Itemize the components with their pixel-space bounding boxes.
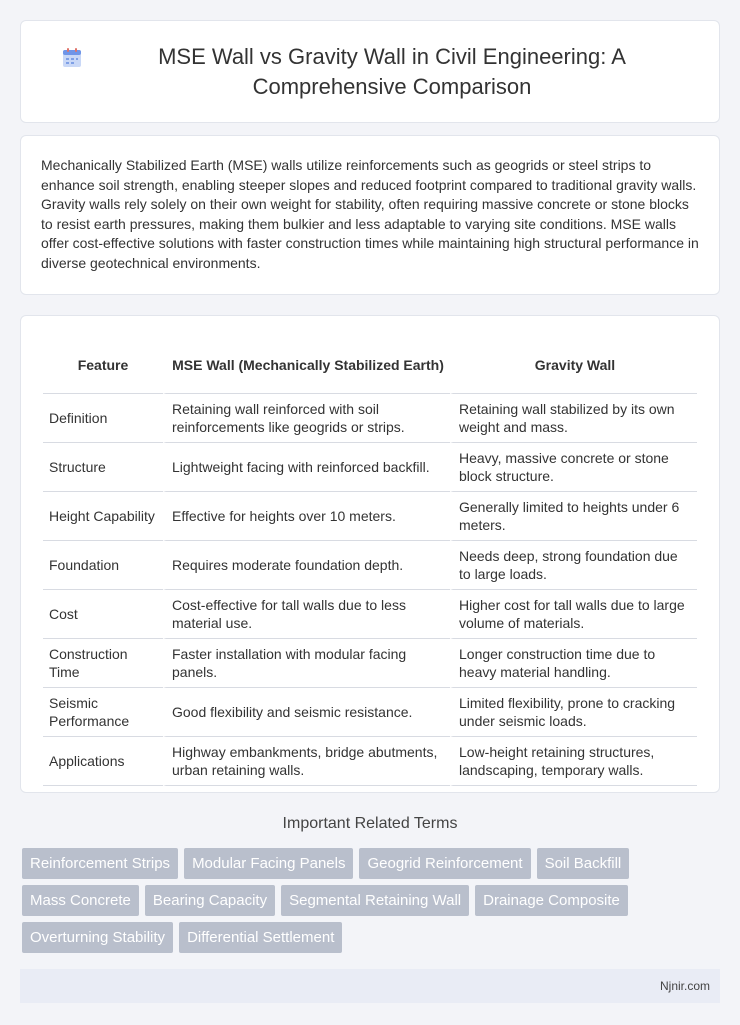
header-mse-wall: MSE Wall (Mechanically Stabilized Earth) [163,336,450,394]
feature-cell: Applications [43,737,163,786]
feature-cell: Definition [43,394,163,443]
title-wrap [61,42,679,102]
table-row [43,639,697,688]
footer [20,969,720,1003]
table-row [43,492,697,541]
gravity-cell: Limited flexibility, prone to cracking under seismic loads. [450,688,697,737]
calendar-icon [61,47,83,69]
tag-differential-settlement[interactable]: Differential Settlement [179,922,342,953]
tag-reinforcement-strips[interactable]: Reinforcement Strips [22,848,178,879]
feature-cell: Foundation [43,541,163,590]
related-terms-title: Important Related Terms [282,815,458,832]
gravity-cell: Heavy, massive concrete or stone block structure. [450,443,697,492]
gravity-cell: Longer construction time due to heavy material handling. [450,639,697,688]
table-row [43,443,697,492]
table-row [43,394,697,443]
footer-site-link[interactable]: Njnir.com [659,979,710,993]
feature-cell: Structure [43,443,163,492]
mse-cell: Good flexibility and seismic resistance. [163,688,450,737]
header-feature: Feature [43,336,163,394]
tag-geogrid-reinforcement[interactable]: Geogrid Reinforcement [359,848,530,879]
gravity-cell: Low-height retaining structures, landscaping, temporary walls. [450,737,697,786]
tag-bearing-capacity[interactable]: Bearing Capacity [145,885,275,916]
comparison-table-card [20,315,720,793]
header-gravity-wall: Gravity Wall [450,336,697,394]
tag-modular-facing-panels[interactable]: Modular Facing Panels [184,848,353,879]
title-card [20,20,720,123]
intro-card [20,135,720,295]
gravity-cell: Generally limited to heights under 6 meters. [450,492,697,541]
feature-cell: Construction Time [43,639,163,688]
table-row [43,590,697,639]
tag-soil-backfill[interactable]: Soil Backfill [537,848,630,879]
feature-cell: Cost [43,590,163,639]
table-row [43,688,697,737]
tag-drainage-composite[interactable]: Drainage Composite [475,885,628,916]
mse-cell: Highway embankments, bridge abutments, urban retaining walls. [163,737,450,786]
intro-paragraph: Mechanically Stabilized Earth (MSE) walls utilize reinforcements such as geogrids or steel strips to enhance soil strength, enabling steeper slopes and reduced footprint compared to traditional gravity walls. Gravity walls rely solely on their own weight for stability, often requiring massive concrete or stone blocks to resist earth pressures, making them bulkier and less adaptable to varying site conditions. MSE walls offer cost-effective solutions with faster construction times while maintaining high structural performance in diverse geotechnical environments. [41,157,699,271]
tag-overturning-stability[interactable]: Overturning Stability [22,922,173,953]
gravity-cell: Higher cost for tall walls due to large volume of materials. [450,590,697,639]
mse-cell: Requires moderate foundation depth. [163,541,450,590]
tag-mass-concrete[interactable]: Mass Concrete [22,885,139,916]
table-header-row [43,336,697,394]
tag-segmental-retaining-wall[interactable]: Segmental Retaining Wall [281,885,469,916]
mse-cell: Lightweight facing with reinforced backfill. [163,443,450,492]
mse-cell: Effective for heights over 10 meters. [163,492,450,541]
feature-cell: Seismic Performance [43,688,163,737]
gravity-cell: Needs deep, strong foundation due to large loads. [450,541,697,590]
table-row [43,541,697,590]
mse-cell: Cost-effective for tall walls due to less material use. [163,590,450,639]
table-row [43,737,697,786]
feature-cell: Height Capability [43,492,163,541]
mse-cell: Retaining wall reinforced with soil reinforcements like geogrids or strips. [163,394,450,443]
page-title: MSE Wall vs Gravity Wall in Civil Engineering: A Comprehensive Comparison [158,43,626,99]
gravity-cell: Retaining wall stabilized by its own weight and mass. [450,394,697,443]
related-terms-tags [22,848,720,959]
comparison-table [43,336,697,786]
mse-cell: Faster installation with modular facing panels. [163,639,450,688]
